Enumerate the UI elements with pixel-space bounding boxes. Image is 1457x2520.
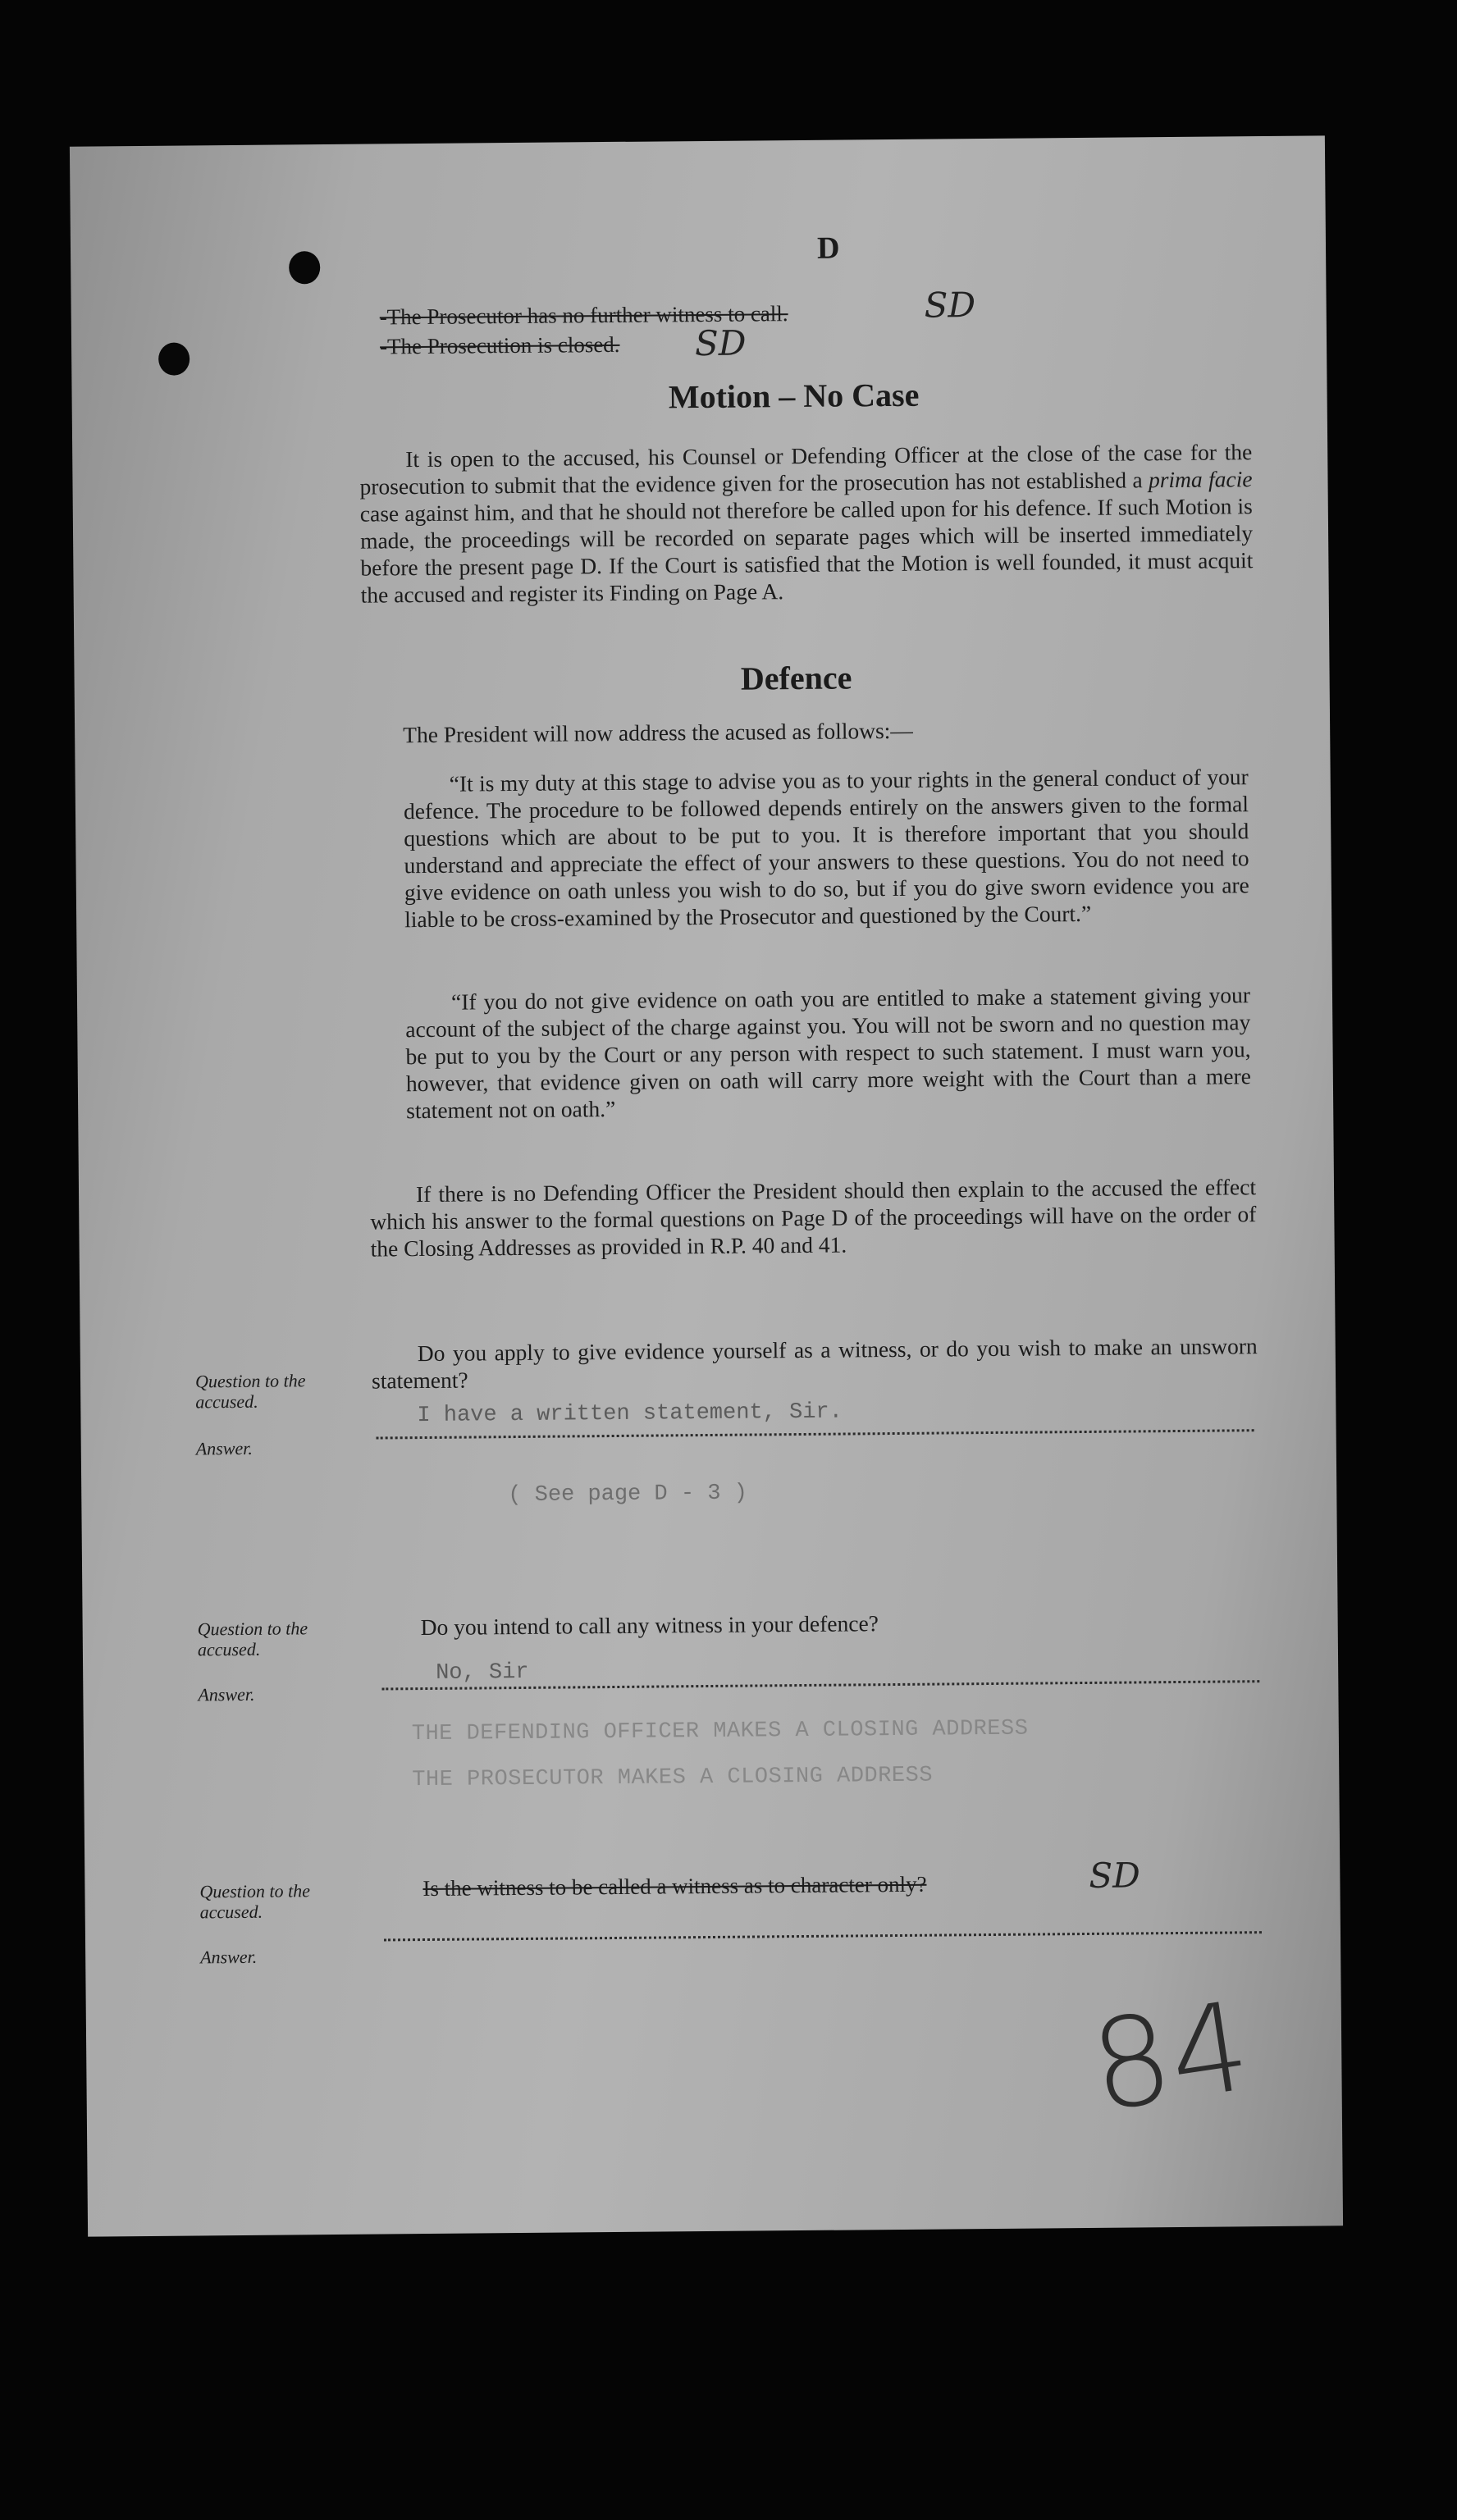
prima-facie-italic: prima facie (1148, 466, 1253, 493)
defending-officer-closing-line: THE DEFENDING OFFICER MAKES A CLOSING ADDRESS (411, 1716, 1029, 1747)
prosecutor-closing-line: THE PROSECUTOR MAKES A CLOSING ADDRESS (412, 1763, 934, 1793)
document-page (70, 135, 1343, 2236)
initials-mark: SD (1089, 1855, 1141, 1896)
question-1-text: Do you apply to give evidence yourself as a witness, or do you wish to make an unsworn statement? (371, 1333, 1258, 1394)
question-label: Question to the accused. (199, 1880, 311, 1923)
struck-prosecution-closed-line: -The Prosecution is closed. (379, 331, 620, 359)
see-page-note: ( See page D - 3 ) (508, 1481, 748, 1509)
answer-label: Answer. (198, 1683, 255, 1705)
question-label: Question to the accused. (197, 1618, 308, 1660)
answer-label: Answer. (200, 1946, 258, 1968)
question-2-text: Do you intend to call any witness in your defence? (420, 1610, 879, 1641)
answer-label: Answer. (195, 1437, 253, 1459)
page-letter: D (816, 231, 840, 266)
closing-address-note: If there is no Defending Officer the President should then explain to the accused the effect which his answer to the formal questions on Page D of the proceedings will have on the order of the Closing Addresses as provided in R.P. 40 and 41. (370, 1174, 1257, 1262)
defence-intro: The President will now address the acused as follows:— (403, 717, 913, 748)
president-quote-2: “If you do not give evidence on oath you are entitled to make a statement giving your account of the subject of the charge against you. You will not be sworn and no question may be put to you by the Court or any person with respect to such statement. I must warn you, however, that evidence given on oath will carry more weight with the Court than a mere statement not on oath.” (405, 982, 1251, 1124)
initials-mark: SD (694, 322, 747, 364)
answer-1-text: I have a written statement, Sir. (417, 1399, 843, 1429)
punch-hole (289, 251, 320, 284)
question-label: Question to the accused. (194, 1370, 306, 1413)
answer-2-text: No, Sir (436, 1659, 529, 1686)
handwritten-page-number: 84 (1082, 1974, 1258, 2140)
answer-3-line (384, 1931, 1262, 1941)
struck-prosecutor-line: -The Prosecutor has no further witness to call. (379, 301, 788, 330)
punch-hole (158, 342, 190, 375)
struck-character-witness-question: Is the witness to be called a witness as to character only? (422, 1871, 927, 1901)
answer-1-line (377, 1429, 1254, 1439)
initials-mark: SD (924, 285, 976, 326)
motion-heading: Motion – No Case (668, 376, 920, 416)
defence-heading: Defence (740, 659, 852, 697)
motion-paragraph: It is open to the accused, his Counsel or Defending Officer at the close of the case for the prosecution to submit that the evidence given for the prosecution has not established a prima facie case against him, and that he should not therefore be called upon for his defence. If such Motion is made, the proceedings will be recorded on separate pages which will be inserted immediately before the present page D. If the Court is satisfied that the Motion is well founded, it must acquit the accused and register its Finding on Page A. (359, 439, 1254, 608)
president-quote-1: “It is my duty at this stage to advise you as to your rights in the general conduct of your defence. The procedure to be followed depends entirely on the answers given to the formal questions which are about to be put to you. It is therefore important that you should understand and appreciate the effect of your answers to these questions. You do not need to give evidence on oath unless you wish to do so, but if you do give sworn evidence you are liable to be cross-examined by the Prosecutor and questioned by the Court.” (403, 764, 1249, 933)
